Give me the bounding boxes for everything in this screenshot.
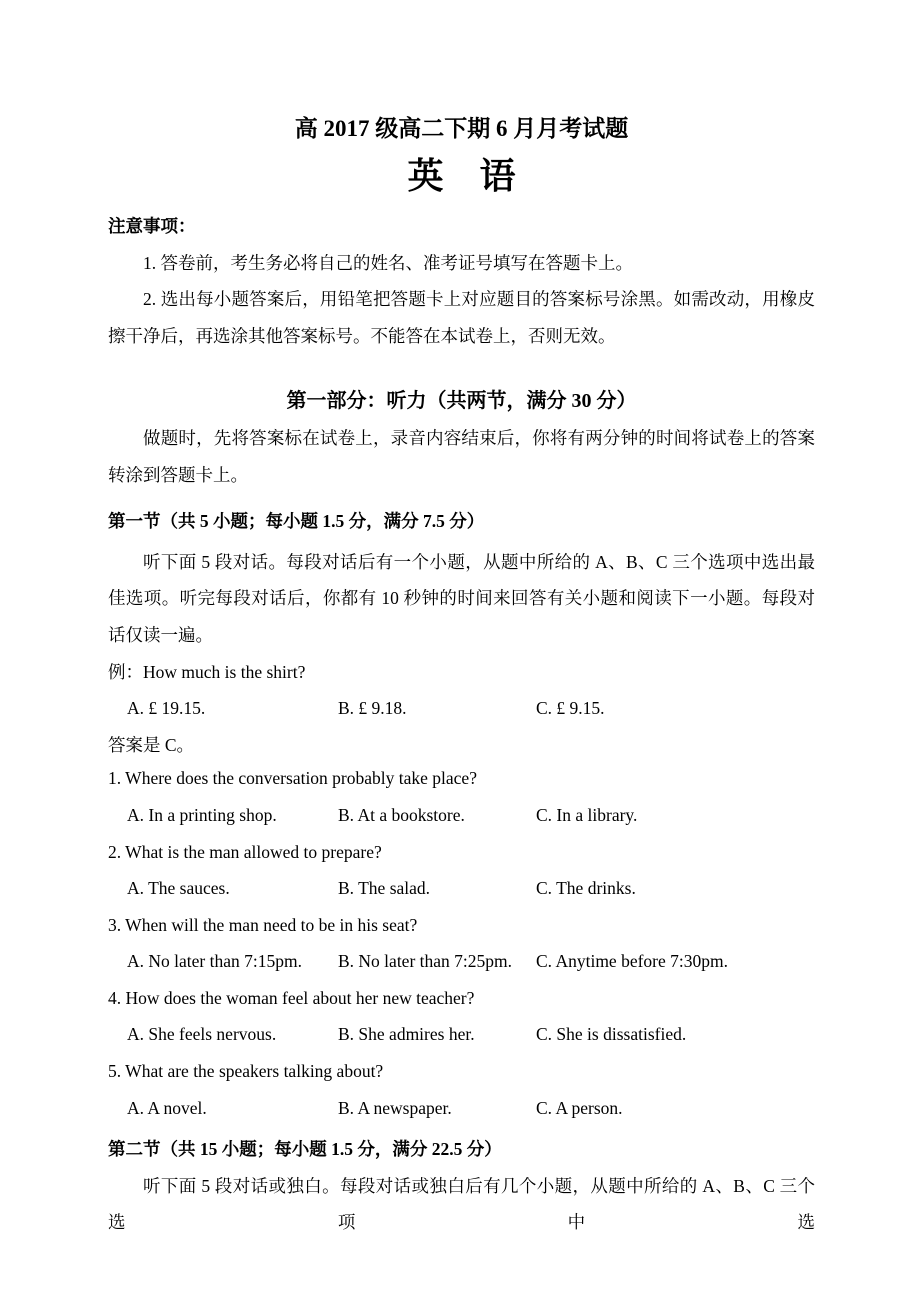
option-c: C. The drinks. (536, 878, 636, 899)
option-a: A. A novel. (127, 1097, 207, 1118)
question-text: 1. Where does the conversation probably take place? (108, 768, 477, 789)
example-option-b: B. £ 9.18. (338, 698, 407, 719)
exam-title: 高 2017 级高二下期 6 月月考试题 (294, 116, 629, 141)
question-options-row (108, 1090, 815, 1127)
option-b: B. A newspaper. (338, 1097, 452, 1118)
question-text: 3. When will the man need to be in his seat? (108, 914, 418, 935)
option-a: A. No later than 7:15pm. (127, 951, 302, 972)
option-c: C. Anytime before 7:30pm. (536, 951, 728, 972)
option-c: C. She is dissatisfied. (536, 1024, 687, 1045)
example-option-a: A. £ 19.15. (127, 698, 206, 719)
notice-item-1: 1. 答卷前，考生务必将自己的姓名、准考证号填写在答题卡上。 (143, 252, 633, 273)
option-b: B. She admires her. (338, 1024, 475, 1045)
section1-instructions: 听下面 5 段对话。每段对话后有一个小题，从题中所给的 A、B、C 三个选项中选出最佳选项。听完每段对话后，你都有 10 秒钟的时间来回答有关小题和阅读下一小题。每段对话仅读一遍。 (108, 551, 815, 645)
option-a: A. In a printing shop. (127, 804, 277, 825)
subject-title: 英 语 (407, 156, 516, 196)
section2-heading: 第二节（共 15 小题；每小题 1.5 分，满分 22.5 分） (108, 1139, 502, 1160)
question-text: 4. How does the woman feel about her new teacher? (108, 987, 475, 1008)
part1-heading: 第一部分：听力（共两节，满分 30 分） (286, 390, 637, 413)
option-b: B. The salad. (338, 878, 431, 899)
question-options-row (108, 870, 815, 907)
question-text: 5. What are the speakers talking about? (108, 1061, 384, 1082)
example-options-row (108, 690, 815, 727)
question-options-row (108, 1016, 815, 1053)
option-c: C. In a library. (536, 804, 638, 825)
option-b: B. No later than 7:25pm. (338, 951, 513, 972)
example-answer-note: 答案是 C。 (108, 734, 195, 755)
section1-heading: 第一节（共 5 小题；每小题 1.5 分，满分 7.5 分） (108, 511, 485, 532)
question-text: 2. What is the man allowed to prepare? (108, 841, 382, 862)
notice-heading: 注意事项： (108, 216, 196, 236)
notice-item-2: 2. 选出每小题答案后，用铅笔把答题卡上对应题目的答案标号涂黑。如需改动，用橡皮擦干净后，再选涂其他答案标号。不能答在本试卷上，否则无效。 (108, 289, 815, 346)
example-prompt: 例：How much is the shirt? (108, 661, 306, 682)
section2-instructions: 听下面 5 段对话或独白。每段对话或独白后有几个小题，从题中所给的 A、B、C 三个选项中选 (108, 1175, 815, 1233)
option-c: C. A person. (536, 1097, 623, 1118)
example-option-c: C. £ 9.15. (536, 698, 605, 719)
part1-intro: 做题时，先将答案标在试卷上，录音内容结束后，你将有两分钟的时间将试卷上的答案转涂到答题卡上。 (108, 427, 815, 485)
option-a: A. She feels nervous. (127, 1024, 277, 1045)
question-list (108, 760, 815, 1126)
option-b: B. At a bookstore. (338, 804, 465, 825)
question-options-row (108, 943, 815, 980)
option-a: A. The sauces. (127, 878, 230, 899)
question-options-row (108, 797, 815, 834)
